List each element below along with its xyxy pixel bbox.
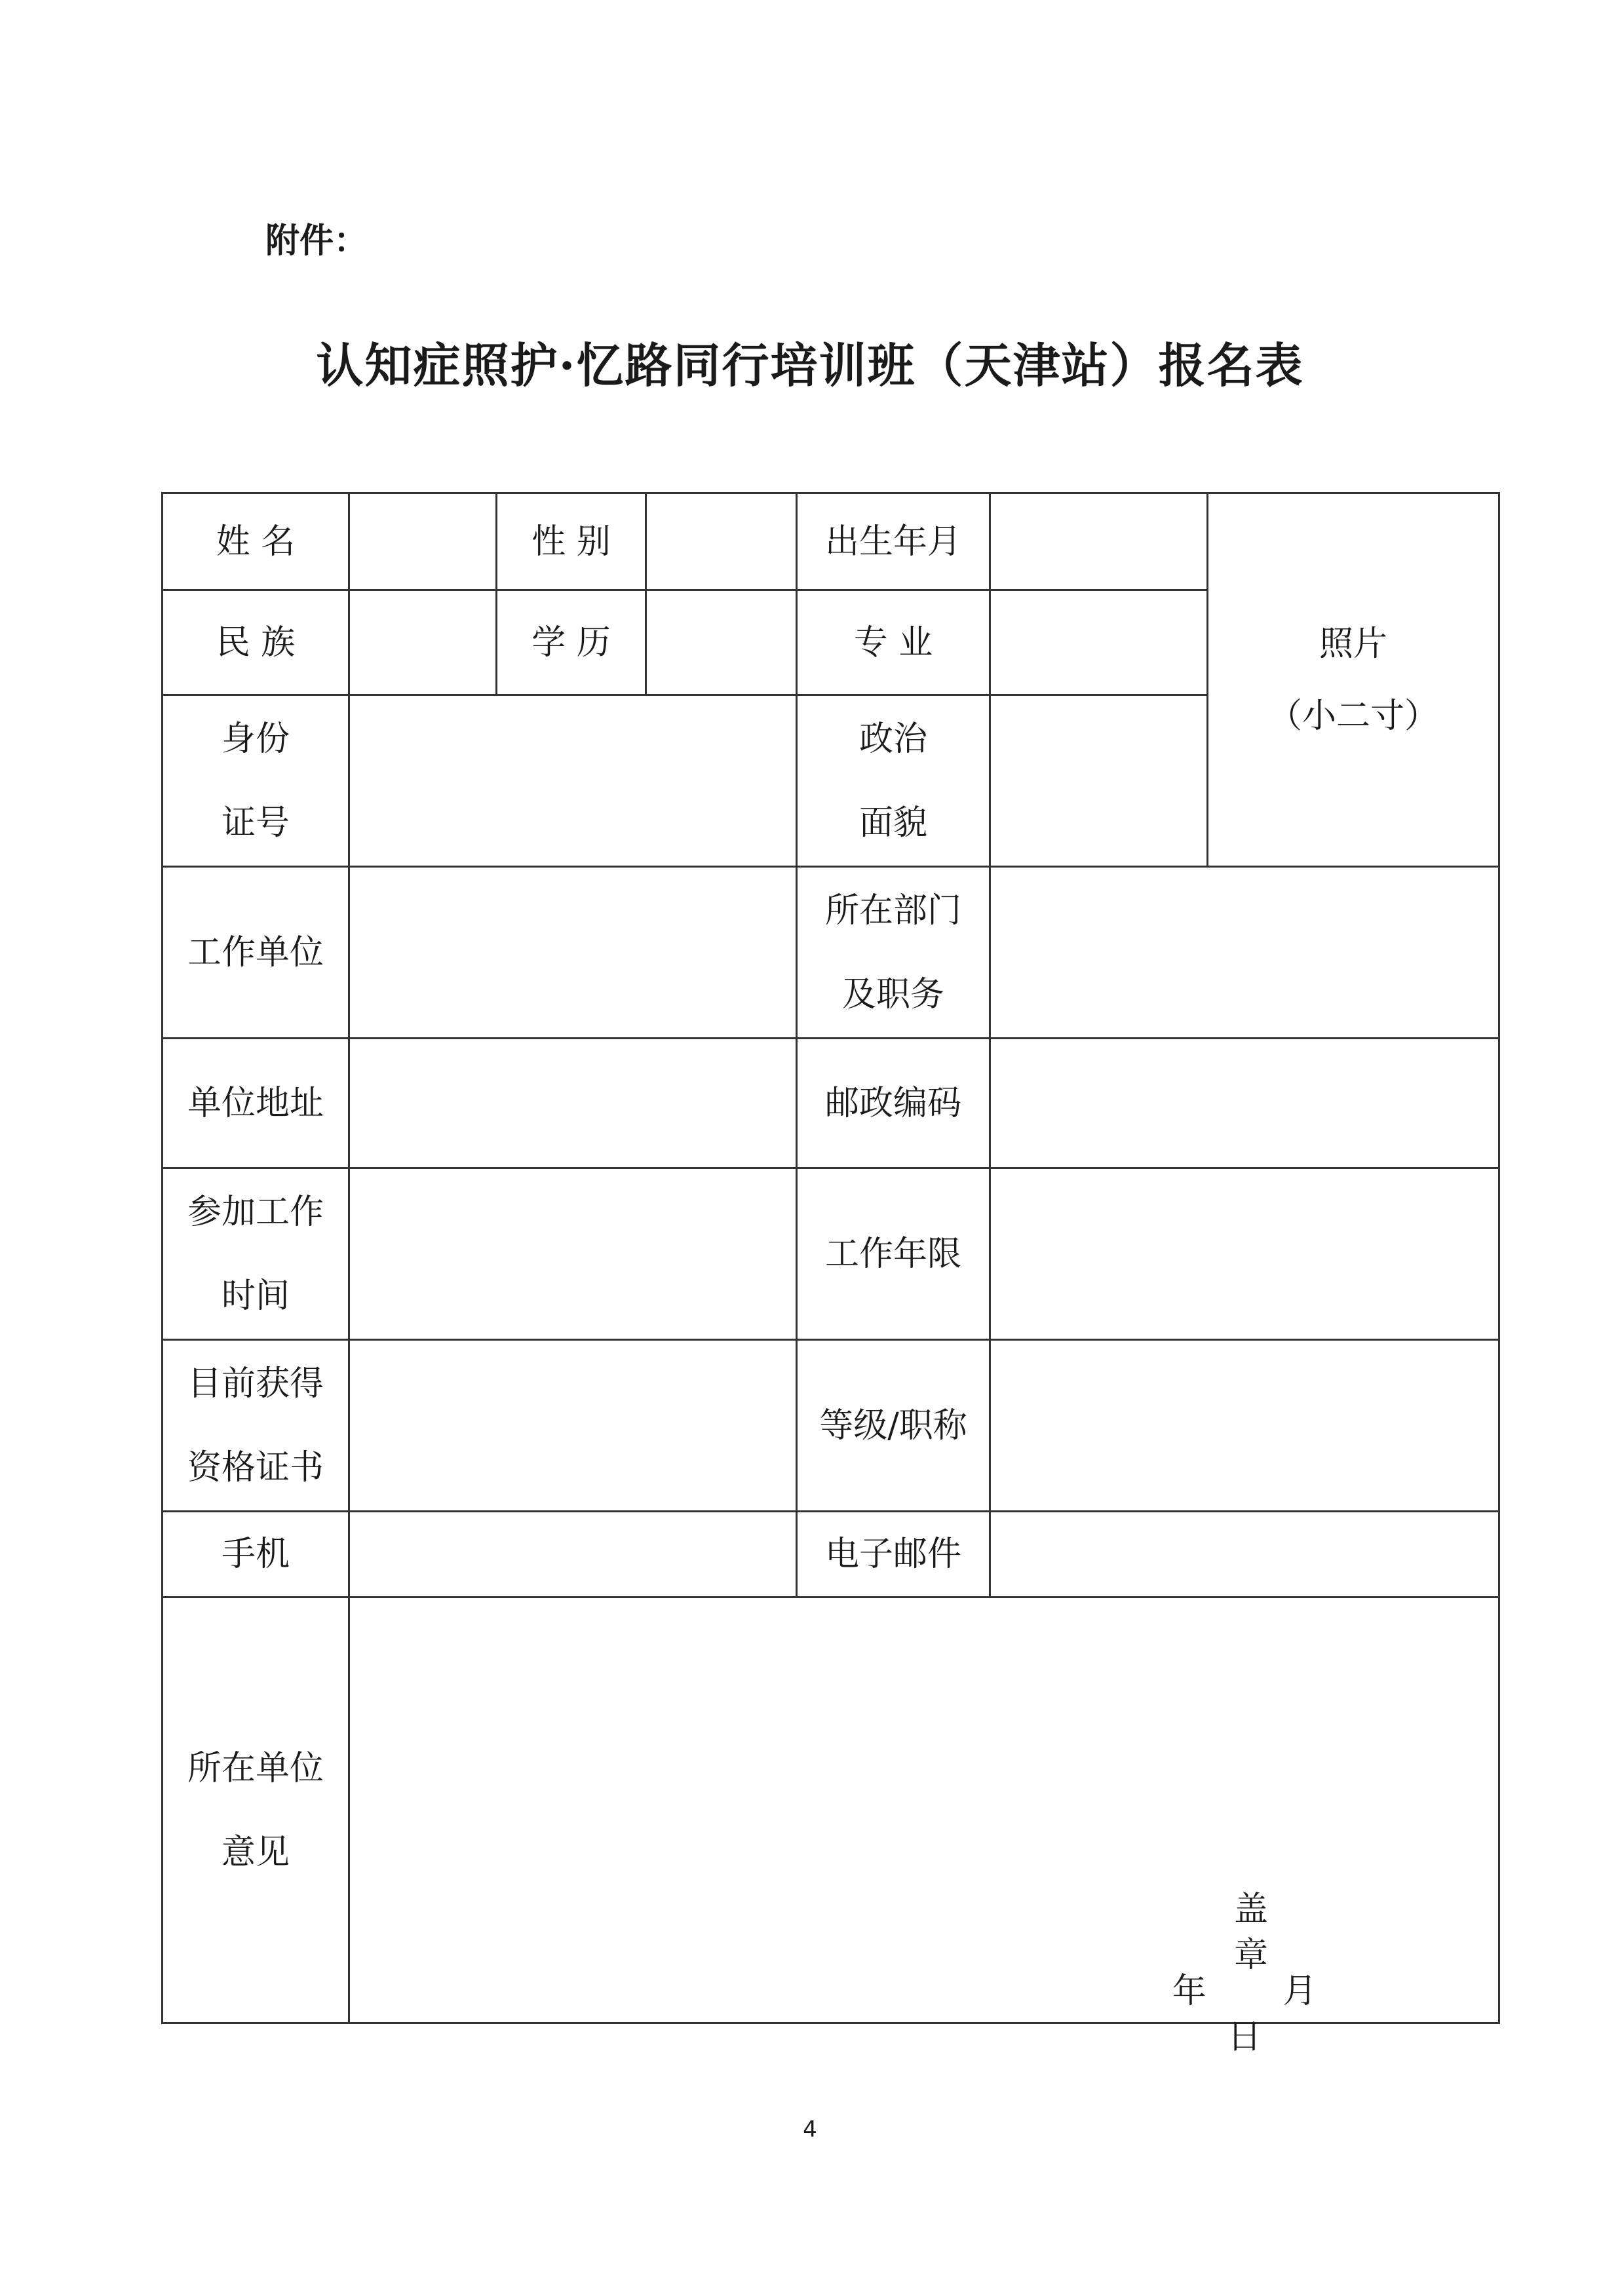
gender-label: 性 别 <box>497 493 646 590</box>
start-work-field[interactable] <box>349 1168 797 1340</box>
photo-box[interactable] <box>1208 493 1499 867</box>
id-number-field[interactable] <box>349 695 797 867</box>
major-field[interactable] <box>990 590 1208 695</box>
email-label: 电子邮件 <box>797 1512 990 1598</box>
name-label: 姓 名 <box>163 493 349 590</box>
education-field[interactable] <box>646 590 797 695</box>
unit-opinion-label <box>163 1598 349 2023</box>
ethnicity-field[interactable] <box>349 590 497 695</box>
dept-label-line1: 所在部门 <box>824 890 961 930</box>
address-label: 单位地址 <box>163 1039 349 1168</box>
certificate-label <box>163 1340 349 1512</box>
cert-label-line2: 资格证书 <box>187 1447 324 1487</box>
cert-label-line1: 目前获得 <box>187 1364 324 1404</box>
work-years-field[interactable] <box>990 1168 1499 1340</box>
political-label-line2: 面貌 <box>858 803 927 843</box>
attachment-label: 附件： <box>265 221 368 261</box>
start-work-label <box>163 1168 349 1340</box>
birth-field[interactable] <box>990 493 1208 590</box>
employer-field[interactable] <box>349 867 797 1039</box>
political-status-field[interactable] <box>990 695 1208 867</box>
id-label-line2: 证号 <box>221 803 290 843</box>
start-work-label-line2: 时间 <box>221 1276 290 1316</box>
gender-field[interactable] <box>646 493 797 590</box>
opinion-label-line1: 所在单位 <box>187 1748 324 1788</box>
id-label-line1: 身份 <box>221 719 290 759</box>
postcode-label: 邮政编码 <box>797 1039 990 1168</box>
stamp-label: 盖 章 <box>1233 1890 1307 1975</box>
email-field[interactable] <box>990 1512 1499 1598</box>
photo-size-label: （小二寸） <box>1267 696 1438 736</box>
employer-label: 工作单位 <box>163 867 349 1039</box>
id-number-label <box>163 695 349 867</box>
education-label: 学 历 <box>497 590 646 695</box>
major-label: 专 业 <box>797 590 990 695</box>
ethnicity-label: 民 族 <box>163 590 349 695</box>
address-field[interactable] <box>349 1039 797 1168</box>
phone-label: 手机 <box>163 1512 349 1598</box>
page-number: 4 <box>803 2116 817 2143</box>
page-title: 认知症照护·忆路同行培训班（天津站）报名表 <box>316 337 1304 393</box>
political-label-line1: 政治 <box>858 719 927 759</box>
unit-opinion-field[interactable] <box>349 1598 1499 2057</box>
department-label <box>797 867 990 1039</box>
certificate-field[interactable] <box>349 1340 797 1512</box>
level-title-label: 等级/职称 <box>797 1340 990 1512</box>
date-label: 年 月 日 <box>1172 1972 1350 2057</box>
birth-label: 出生年月 <box>797 493 990 590</box>
department-field[interactable] <box>990 867 1499 1039</box>
political-status-label <box>797 695 990 867</box>
postcode-field[interactable] <box>990 1039 1499 1168</box>
registration-form <box>161 492 1500 2057</box>
opinion-label-line2: 意见 <box>221 1832 290 1872</box>
start-work-label-line1: 参加工作 <box>187 1192 324 1232</box>
work-years-label: 工作年限 <box>797 1168 990 1340</box>
level-title-field[interactable] <box>990 1340 1499 1512</box>
photo-label: 照片 <box>1319 624 1387 664</box>
dept-label-line2: 及职务 <box>841 974 944 1014</box>
name-field[interactable] <box>349 493 497 590</box>
phone-field[interactable] <box>349 1512 797 1598</box>
